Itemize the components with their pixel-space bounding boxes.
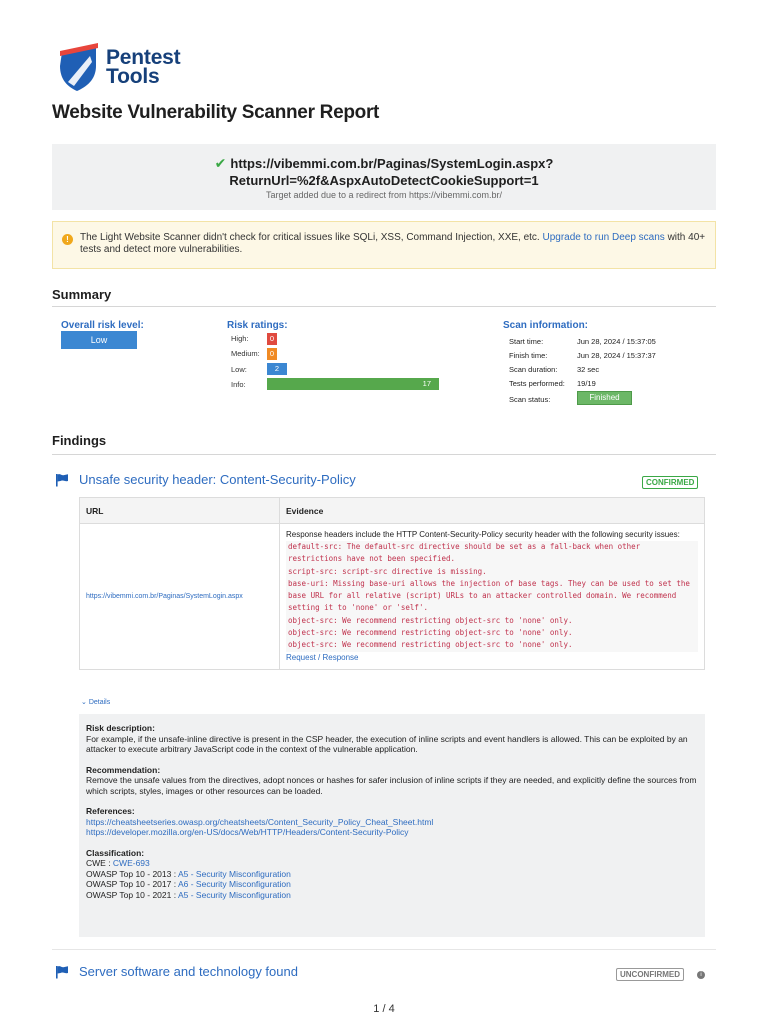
recommendation-heading: Recommendation:	[86, 764, 161, 775]
scan-info-label: Scan information:	[503, 320, 589, 331]
finding-title-server-software[interactable]: Server software and technology found	[79, 964, 298, 979]
evidence-column-header: Evidence	[280, 498, 705, 524]
evidence-code-line: default-src: The default-src directive should be set as a fall-back when other restrictions have not been specified.	[286, 541, 698, 566]
references-list	[86, 817, 698, 838]
evidence-code-line: object-src: We recommend restricting object-src to 'none' only.	[286, 615, 698, 627]
page-number: 1 / 4	[373, 1003, 395, 1015]
tests-performed-label: Tests performed:	[509, 379, 565, 388]
classification-row: OWASP Top 10 - 2017 : A6 - Security Misconfiguration	[86, 879, 291, 889]
summary-heading: Summary	[52, 287, 112, 302]
evidence-code-line: base-uri: Missing base-uri allows the injection of base tags. They can be used to set the base URL for all relative (script) URLs to an attacker controlled domain. We recommend setting it to 'none' or 'self'.	[286, 578, 698, 615]
request-response-link[interactable]: Request / Response	[286, 652, 359, 662]
start-time-value: Jun 28, 2024 / 15:37:05	[577, 337, 656, 346]
risk-description-heading: Risk description:	[86, 723, 155, 733]
rating-label-high: High:	[231, 334, 249, 343]
rating-bar-info: 17	[267, 378, 439, 390]
target-box	[52, 144, 716, 210]
risk-description-text: For example, if the unsafe-inline directive is present in the CSP header, the execution of inline scripts and event handlers is allowed. This can be exploited by an attacker to execute arbitrary JavaScript code in the context of the vulnerable application.	[86, 733, 688, 754]
finding-title-csp[interactable]: Unsafe security header: Content-Security-Policy	[79, 472, 356, 487]
report-title: Website Vulnerability Scanner Report	[52, 102, 380, 123]
info-icon[interactable]: i	[697, 971, 705, 979]
classification-link[interactable]: A6 - Security Misconfiguration	[177, 879, 291, 889]
scan-status-label: Scan status:	[509, 395, 551, 404]
finding-divider	[52, 949, 716, 950]
shield-logo-icon	[56, 42, 102, 92]
check-icon: ✔	[214, 155, 227, 171]
rating-label-low: Low:	[231, 365, 247, 374]
overall-risk-label: Overall risk level:	[61, 320, 144, 331]
tests-performed-value: 19/19	[577, 379, 596, 388]
logo-text-line2: Tools	[106, 65, 160, 88]
classification-link[interactable]: CWE-693	[112, 858, 150, 868]
pentest-tools-logo	[56, 42, 180, 92]
rating-bar-high: 0	[267, 333, 277, 345]
finish-time-value: Jun 28, 2024 / 15:37:37	[577, 351, 656, 360]
unconfirmed-badge: UNCONFIRMED	[616, 968, 684, 981]
start-time-label: Start time:	[509, 337, 544, 346]
warning-text: The Light Website Scanner didn't check for critical issues like SQLi, XSS, Command Injection, XXE, etc.	[80, 232, 540, 243]
scan-duration-label: Scan duration:	[509, 365, 558, 374]
reference-link[interactable]: https://cheatsheetseries.owasp.org/cheatsheets/Content_Security_Policy_Cheat_Sheet.html	[86, 816, 434, 827]
classification-row: CWE : CWE-693	[86, 858, 150, 868]
warning-icon: !	[62, 234, 73, 245]
rating-bar-medium: 0	[267, 348, 277, 360]
evidence-intro: Response headers include the HTTP Content-Security-Policy security header with the following security issues:	[286, 530, 680, 539]
references-heading: References:	[86, 806, 135, 816]
target-url[interactable]: ✔ https://vibemmi.com.br/Paginas/SystemLogin.aspx? ReturnUrl=%2f&AspxAutoDetectCookieSupport=1	[214, 155, 554, 188]
classification-link[interactable]: A5 - Security Misconfiguration	[177, 889, 291, 900]
classification-row: OWASP Top 10 - 2013 : A5 - Security Misconfiguration	[86, 868, 291, 879]
overall-risk-value: Low	[61, 331, 137, 349]
confirmed-badge: CONFIRMED	[642, 476, 698, 489]
rating-label-info: Info:	[231, 380, 246, 389]
warning-text-2: with 40+ tests and detect more vulnerabilities.	[80, 232, 706, 255]
evidence-code-line: object-src: We recommend restricting object-src to 'none' only.	[286, 627, 698, 639]
url-column-header: URL	[80, 498, 280, 524]
upgrade-link[interactable]: Upgrade to run Deep scans	[542, 232, 665, 243]
logo-text-line1: Pentest	[106, 46, 181, 69]
finish-time-label: Finish time:	[509, 351, 548, 360]
evidence-cell	[280, 524, 705, 670]
evidence-code-line: object-src: We recommend restricting object-src to 'none' only.	[286, 639, 698, 651]
finding-url-link[interactable]: https://vibemmi.com.br/Paginas/SystemLogin.aspx	[80, 524, 280, 670]
recommendation-text: Remove the unsafe values from the directives, adopt nonces or hashes for safer inclusion of inline scripts if they are needed, and explicitly define the sources from which scripts, styles, images or other resources can be loaded.	[86, 775, 697, 796]
target-note: Target added due to a redirect from https://vibemmi.com.br/	[265, 190, 503, 200]
chevron-down-icon: ⌄	[81, 699, 87, 706]
flag-icon	[55, 965, 69, 979]
risk-ratings-label: Risk ratings:	[227, 320, 288, 331]
table-row	[80, 524, 705, 670]
details-toggle[interactable]: ⌄ Details	[81, 699, 111, 706]
classification-link[interactable]: A5 - Security Misconfiguration	[177, 868, 291, 879]
classification-heading: Classification:	[86, 847, 145, 858]
reference-link[interactable]: https://developer.mozilla.org/en-US/docs/Web/HTTP/Headers/Content-Security-Policy	[86, 827, 409, 837]
findings-heading: Findings	[52, 433, 107, 448]
summary-divider	[52, 306, 716, 307]
rating-bar-low: 2	[267, 363, 287, 375]
findings-divider	[52, 454, 716, 455]
details-panel	[79, 714, 705, 937]
scanner-warning	[52, 221, 716, 269]
rating-label-medium: Medium:	[231, 349, 260, 358]
flag-icon	[55, 473, 69, 487]
scan-status-badge: Finished	[577, 391, 632, 405]
scan-duration-value: 32 sec	[577, 365, 600, 374]
evidence-table	[79, 497, 705, 670]
classification-row: OWASP Top 10 - 2021 : A5 - Security Misconfiguration	[86, 889, 291, 900]
evidence-code-line: script-src: script-src directive is missing.	[286, 566, 698, 578]
